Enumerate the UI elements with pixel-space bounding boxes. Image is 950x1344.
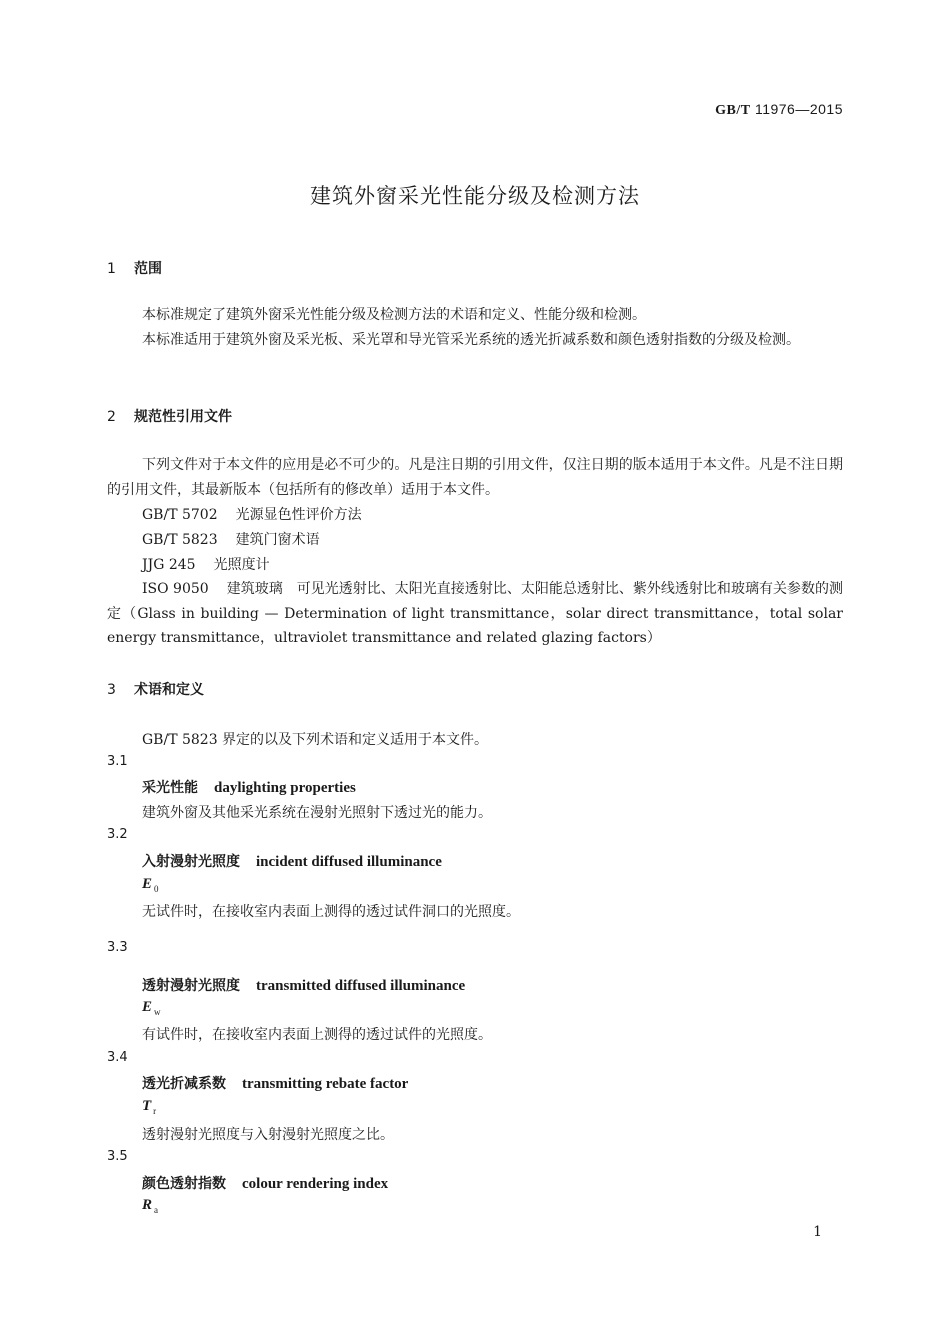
term-zh: 透光折减系数 (142, 1076, 226, 1092)
reference-item-iso (107, 577, 843, 651)
paragraph: 本标准适用于建筑外窗及采光板、采光罩和导光管采光系统的透光折减系数和颜色透射指数的分级及检测。 (142, 332, 800, 348)
term-symbol (142, 876, 159, 894)
section-number: 2 (107, 409, 116, 425)
reference-code: ISO 9050 (142, 581, 209, 597)
section-number: 1 (107, 261, 116, 277)
term-en: incident diffused illuminance (256, 854, 442, 870)
reference-item (142, 554, 270, 574)
term-heading (142, 1173, 388, 1193)
clause-number: 3.5 (107, 1149, 128, 1164)
section-3-heading (107, 679, 204, 699)
standard-code (715, 101, 843, 119)
section-title: 规范性引用文件 (134, 409, 232, 425)
section-2-heading (107, 406, 232, 426)
term-heading (142, 1073, 408, 1093)
symbol-subscript: r (153, 1106, 157, 1116)
term-heading (142, 777, 356, 797)
paragraph: 下列文件对于本文件的应用是必不可少的。凡是注日期的引用文件，仅注日期的版本适用于本文件。凡是不注日期的引用文件，其最新版本（包括所有的修改单）适用于本文件。 (107, 457, 843, 498)
term-definition: 建筑外窗及其他采光系统在漫射光照射下透过光的能力。 (142, 805, 492, 821)
symbol-letter: R (142, 1197, 153, 1213)
term-symbol (142, 999, 161, 1017)
paragraph: 本标准规定了建筑外窗采光性能分级及检测方法的术语和定义、性能分级和检测。 (142, 307, 646, 323)
symbol-letter: E (142, 876, 153, 892)
term-heading (142, 975, 465, 995)
symbol-subscript: a (154, 1205, 159, 1215)
reference-title: 建筑玻璃 可见光透射比、太阳光直接透射比、太阳能总透射比、紫外线透射比和玻璃有关参数的测定（Glass in building — Determination of light transmittance，solar direct transmittance，total solar energy transmittance，ultraviolet transmittance and related glazing factors） (107, 581, 843, 646)
term-definition: 无试件时，在接收室内表面上测得的透过试件洞口的光照度。 (142, 904, 520, 920)
term-definition: 有试件时，在接收室内表面上测得的透过试件的光照度。 (142, 1027, 492, 1043)
term-zh: 采光性能 (142, 780, 198, 796)
page-number: 1 (813, 1224, 822, 1240)
section-number: 3 (107, 682, 116, 698)
symbol-subscript: w (154, 1007, 161, 1017)
reference-title: 建筑门窗术语 (235, 532, 320, 548)
clause-number: 3.4 (107, 1050, 128, 1065)
section-title: 术语和定义 (134, 682, 204, 698)
term-zh: 颜色透射指数 (142, 1176, 226, 1192)
symbol-subscript: 0 (154, 884, 159, 894)
paragraph: GB/T 5823 界定的以及下列术语和定义适用于本文件。 (142, 732, 489, 748)
symbol-letter: E (142, 999, 153, 1015)
section-title: 范围 (134, 261, 162, 277)
term-en: transmitting rebate factor (242, 1076, 409, 1092)
term-symbol (142, 1098, 156, 1116)
term-en: transmitted diffused illuminance (256, 978, 466, 994)
term-symbol (142, 1197, 158, 1215)
clause-number: 3.2 (107, 827, 128, 842)
reference-item (142, 529, 320, 549)
reference-item (142, 504, 362, 524)
clause-number: 3.3 (107, 940, 128, 955)
reference-title: 光源显色性评价方法 (235, 507, 362, 523)
reference-code: GB/T 5823 (142, 532, 218, 548)
reference-code: GB/T 5702 (142, 507, 218, 523)
reference-title: 光照度计 (213, 557, 270, 573)
section-1-heading (107, 258, 162, 278)
reference-code: JJG 245 (142, 557, 196, 573)
clause-number: 3.1 (107, 754, 128, 769)
term-heading (142, 851, 442, 871)
document-title: 建筑外窗采光性能分级及检测方法 (310, 184, 640, 208)
term-en: colour rendering index (242, 1176, 389, 1192)
term-en: daylighting properties (214, 780, 356, 796)
term-zh: 透射漫射光照度 (142, 978, 240, 994)
symbol-letter: T (142, 1098, 152, 1114)
standard-prefix: GB/T (715, 103, 751, 118)
term-definition: 透射漫射光照度与入射漫射光照度之比。 (142, 1127, 394, 1143)
term-zh: 入射漫射光照度 (142, 854, 240, 870)
standard-number: 11976—2015 (754, 101, 843, 117)
